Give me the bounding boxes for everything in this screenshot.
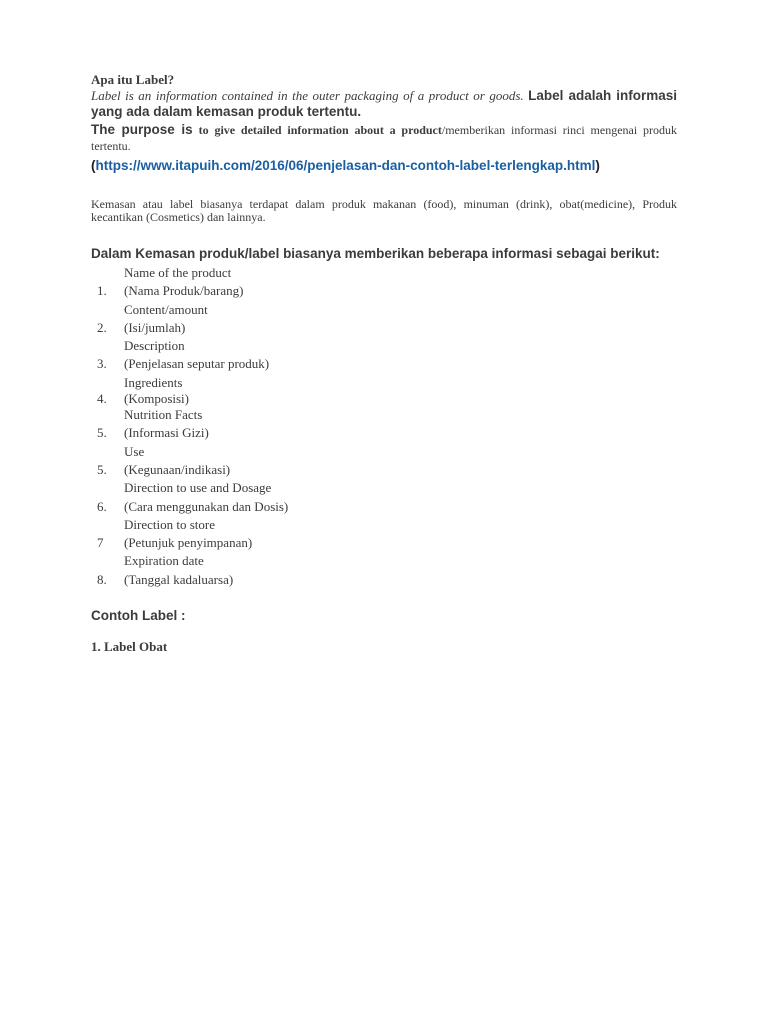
list-item-number: 3. [97,356,107,372]
list-item-text: Expiration date [124,553,204,569]
list-item [91,337,677,355]
list-item [91,571,677,589]
purpose-lead: The purpose is [91,122,193,137]
purpose-rest: /memberikan informasi rinci mengenai produk tertentu. [91,123,677,153]
list-item [91,424,677,442]
list-item [91,374,677,392]
info-list [91,264,677,589]
list-item-text: (Penjelasan seputar produk) [124,356,270,372]
list-item [91,534,677,552]
list-item-text: (Komposisi) [124,391,189,407]
list-item-text: Direction to store [124,516,215,532]
list-item-text: (Tanggal kadaluarsa) [124,571,234,587]
purpose-bold: to give detailed information about a product [198,123,442,137]
list-item [91,516,677,534]
list-item-text: (Petunjuk penyimpanan) [124,535,253,551]
source-link[interactable]: https://www.itapuih.com/2016/06/penjelasan-dan-contoh-label-terlengkap.html [95,158,596,173]
list-item-text: Name of the product [124,265,232,280]
list-item-text: (Cara menggunakan dan Dosis) [124,498,289,514]
purpose-paragraph [91,122,677,154]
list-item [91,479,677,497]
list-item [91,406,677,424]
list-item-number: 7 [97,535,104,551]
list-item-text: Ingredients [124,374,183,390]
info-heading: Dalam Kemasan produk/label biasanya memberikan beberapa informasi sebagai berikut: [91,246,660,261]
list-item-number: 5. [97,461,107,477]
link-close-paren: ) [595,158,600,173]
list-item-text: (Informasi Gizi) [124,425,209,441]
document-page [91,72,677,654]
list-item-number: 8. [97,571,107,587]
list-item-text: Use [124,443,145,459]
list-item [91,461,677,479]
doc-title: Apa itu Label? [91,72,175,87]
list-item [91,319,677,337]
intro-italic: Label is an information contained in the outer packaging of a product or goods. [91,88,524,103]
list-item [91,264,677,282]
list-item [91,443,677,461]
label-obat-heading: 1. Label Obat [91,639,168,654]
list-item-number: 5. [97,425,107,441]
source-link-line [91,157,677,174]
list-item-text: (Kegunaan/indikasi) [124,461,231,477]
list-item-text: (Isi/jumlah) [124,319,186,335]
list-item [91,355,677,373]
list-item-text: Nutrition Facts [124,407,203,423]
list-item-number: 6. [97,498,107,514]
list-item-text: (Nama Produk/barang) [124,283,244,299]
list-item-text: Content/amount [124,301,208,317]
contoh-heading: Contoh Label : [91,608,186,623]
list-item-text: Description [124,338,185,354]
intro-bold: Label adalah informasi yang ada dalam kemasan produk tertentu. [91,88,677,119]
list-item [91,282,677,300]
list-item-number: 1. [97,283,107,299]
list-item [91,301,677,319]
link-open-paren: ( [91,158,96,173]
list-item-number: 4. [97,391,107,407]
list-item-number: 2. [97,319,107,335]
intro-paragraph [91,88,677,120]
list-item [91,392,677,406]
list-item [91,552,677,570]
kemasan-paragraph: Kemasan atau label biasanya terdapat dalam produk makanan (food), minuman (drink), obat(medicine), Produk kecantikan (Cosmetics) dan lainnya. [91,197,677,224]
list-item [91,498,677,516]
list-item-text: Direction to use and Dosage [124,480,272,496]
